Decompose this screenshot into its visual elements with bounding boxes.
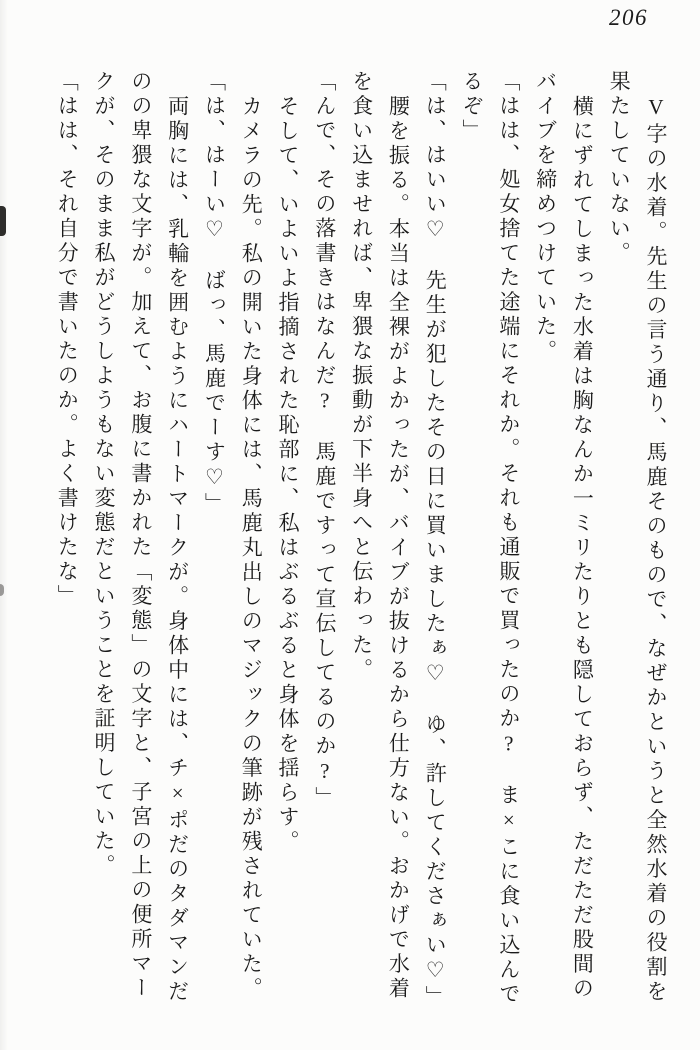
paragraph: 「はは、処女捨てた途端にそれか。それも通販で買ったのか? ま×こに食い込んでるぞ」: [460, 70, 521, 1007]
page-number: 206: [609, 5, 648, 30]
paragraph: カメラの先。私の開いた身体には、馬鹿丸出しのマジックの筆跡が残されていた。: [239, 94, 264, 1001]
scan-artifact: [0, 584, 4, 596]
paragraph: 「んで、その落書きはなんだ? 馬鹿ですって宣伝してるのか?」: [312, 70, 337, 811]
paragraph: 横にずれてしまった水着は胸なんか一ミリたりとも隠しておらず、ただただ股間のバイブを締めつけていた。: [533, 70, 595, 1001]
scan-artifact: [0, 206, 6, 236]
paragraph: 「はは、それ自分で書いたのか。よく書けたな」: [55, 70, 80, 609]
paragraph: 腰を振る。本当は全裸がよかったが、バイブが抜けるから仕方ない。おかげで水着を食い込ませれば、卑猥な振動が下半身へと伝わった。: [349, 70, 411, 1001]
text-block: [47, 70, 674, 1014]
paragraph: 「は、はいい♡ 先生が犯したその日に買いましたぁ♡ ゆ、許してくださぁい♡」: [423, 70, 448, 1010]
paragraph: 両胸には、乳輪を囲むようにハートマークが。身体中には、チ×ポだのタダマンだのの卑猥な文字が。加えて、お腹に書かれた「変態」の文字と、子宮の上の便所マークが、そのまま私がどうしようもない変態だということを証明していた。: [92, 70, 190, 1004]
paragraph: そして、いよいよ指摘された恥部に、私はぶるぶると身体を揺らす。: [276, 94, 301, 854]
paragraph: 「は、はーい♡ ばっ、馬鹿でーす♡」: [202, 70, 227, 517]
paragraph: V字の水着。先生の言う通り、馬鹿そのもので、なぜかというと全然水着の役割を果たしていない。: [607, 70, 668, 1004]
scan-edge-shade: [0, 0, 8, 1050]
